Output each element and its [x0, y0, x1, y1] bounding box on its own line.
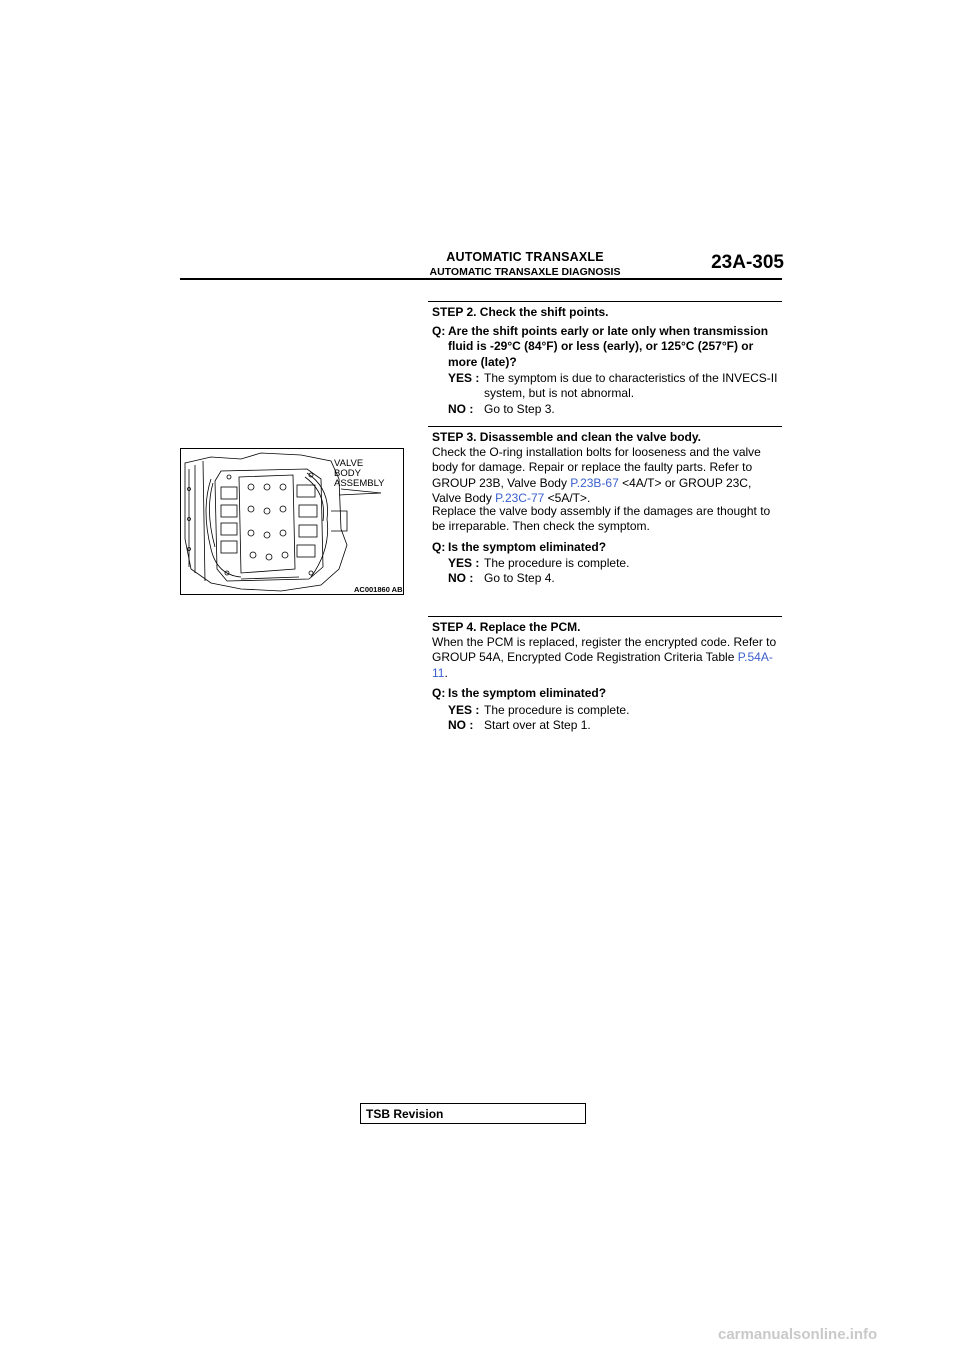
step4-rule	[428, 616, 782, 617]
yes-text: The procedure is complete.	[484, 703, 630, 717]
tsb-revision-label: TSB Revision	[366, 1107, 444, 1121]
no-label: NO :	[448, 402, 474, 416]
step3-body-text-3: <5A/T>.	[544, 491, 591, 506]
header-rule	[180, 278, 782, 280]
step3-no	[448, 571, 782, 586]
step4-no	[448, 718, 782, 733]
yes-label: YES :	[448, 371, 480, 385]
step2-rule	[428, 301, 782, 302]
step3-yes	[448, 556, 782, 571]
watermark: carmanualsonline.info	[718, 1326, 878, 1343]
figure-label-line1: VALVE	[334, 458, 364, 469]
figure-label-line3: ASSEMBLY	[334, 478, 385, 489]
no-text: Go to Step 3.	[484, 402, 555, 416]
link-23c-77[interactable]: P.23C-77	[495, 491, 545, 506]
question-text: Are the shift points early or late only when transmission fluid is -29°C (84°F) or less (early), or 125°C (257°F) or more (late)?	[448, 324, 769, 369]
no-text: Start over at Step 1.	[484, 718, 591, 732]
step4-yes	[448, 703, 782, 718]
step3-body	[432, 445, 782, 507]
yes-text: The procedure is complete.	[484, 556, 630, 570]
step4-body-text-2: .	[444, 665, 448, 680]
step3-body2: Replace the valve body assembly if the damages are thought to be irreparable. Then check the symptom.	[432, 504, 771, 534]
page-number: 23A-305	[711, 252, 784, 273]
yes-text: The symptom is due to characteristics of the INVECS-II system, but is not abnormal.	[484, 371, 778, 401]
step3-rule	[428, 426, 782, 427]
figure-code: AC001860 AB	[354, 585, 403, 594]
question-text: Is the symptom eliminated?	[448, 540, 607, 554]
step3-body-text-2: <4A/T> or GROUP 23C, Valve Body	[432, 475, 752, 506]
figure-label	[334, 459, 385, 489]
step2-question	[432, 324, 782, 370]
step4-body	[432, 635, 782, 681]
step2-title: STEP 2. Check the shift points.	[432, 305, 609, 319]
step2-yes	[448, 371, 782, 402]
step4-question	[432, 686, 782, 701]
question-label: Q:	[432, 686, 446, 700]
link-54a-11[interactable]: P.54A-11	[432, 650, 773, 680]
step4-title: STEP 4. Replace the PCM.	[432, 620, 581, 634]
question-label: Q:	[432, 540, 446, 554]
step3-title: STEP 3. Disassemble and clean the valve body.	[432, 430, 702, 444]
manual-title: AUTOMATIC TRANSAXLE	[446, 250, 604, 264]
question-text: Is the symptom eliminated?	[448, 686, 607, 700]
question-label: Q:	[432, 324, 446, 338]
yes-label: YES :	[448, 556, 480, 570]
step2-no	[448, 402, 782, 417]
no-text: Go to Step 4.	[484, 571, 555, 585]
section-title: AUTOMATIC TRANSAXLE DIAGNOSIS	[429, 266, 621, 278]
step3-body-text-1: Check the O-ring installation bolts for looseness and the valve body for damage. Repair or replace the faulty parts. Refer to GROUP 23B, Valve Body	[432, 445, 761, 490]
no-label: NO :	[448, 571, 474, 585]
link-23b-67[interactable]: P.23B-67	[570, 475, 619, 490]
step3-question	[432, 540, 782, 555]
step4-body-text-1: When the PCM is replaced, register the encrypted code. Refer to GROUP 54A, Encrypted Code Registration Criteria Table	[432, 635, 777, 665]
yes-label: YES :	[448, 703, 480, 717]
figure-label-line2: BODY	[334, 468, 361, 479]
no-label: NO :	[448, 718, 474, 732]
